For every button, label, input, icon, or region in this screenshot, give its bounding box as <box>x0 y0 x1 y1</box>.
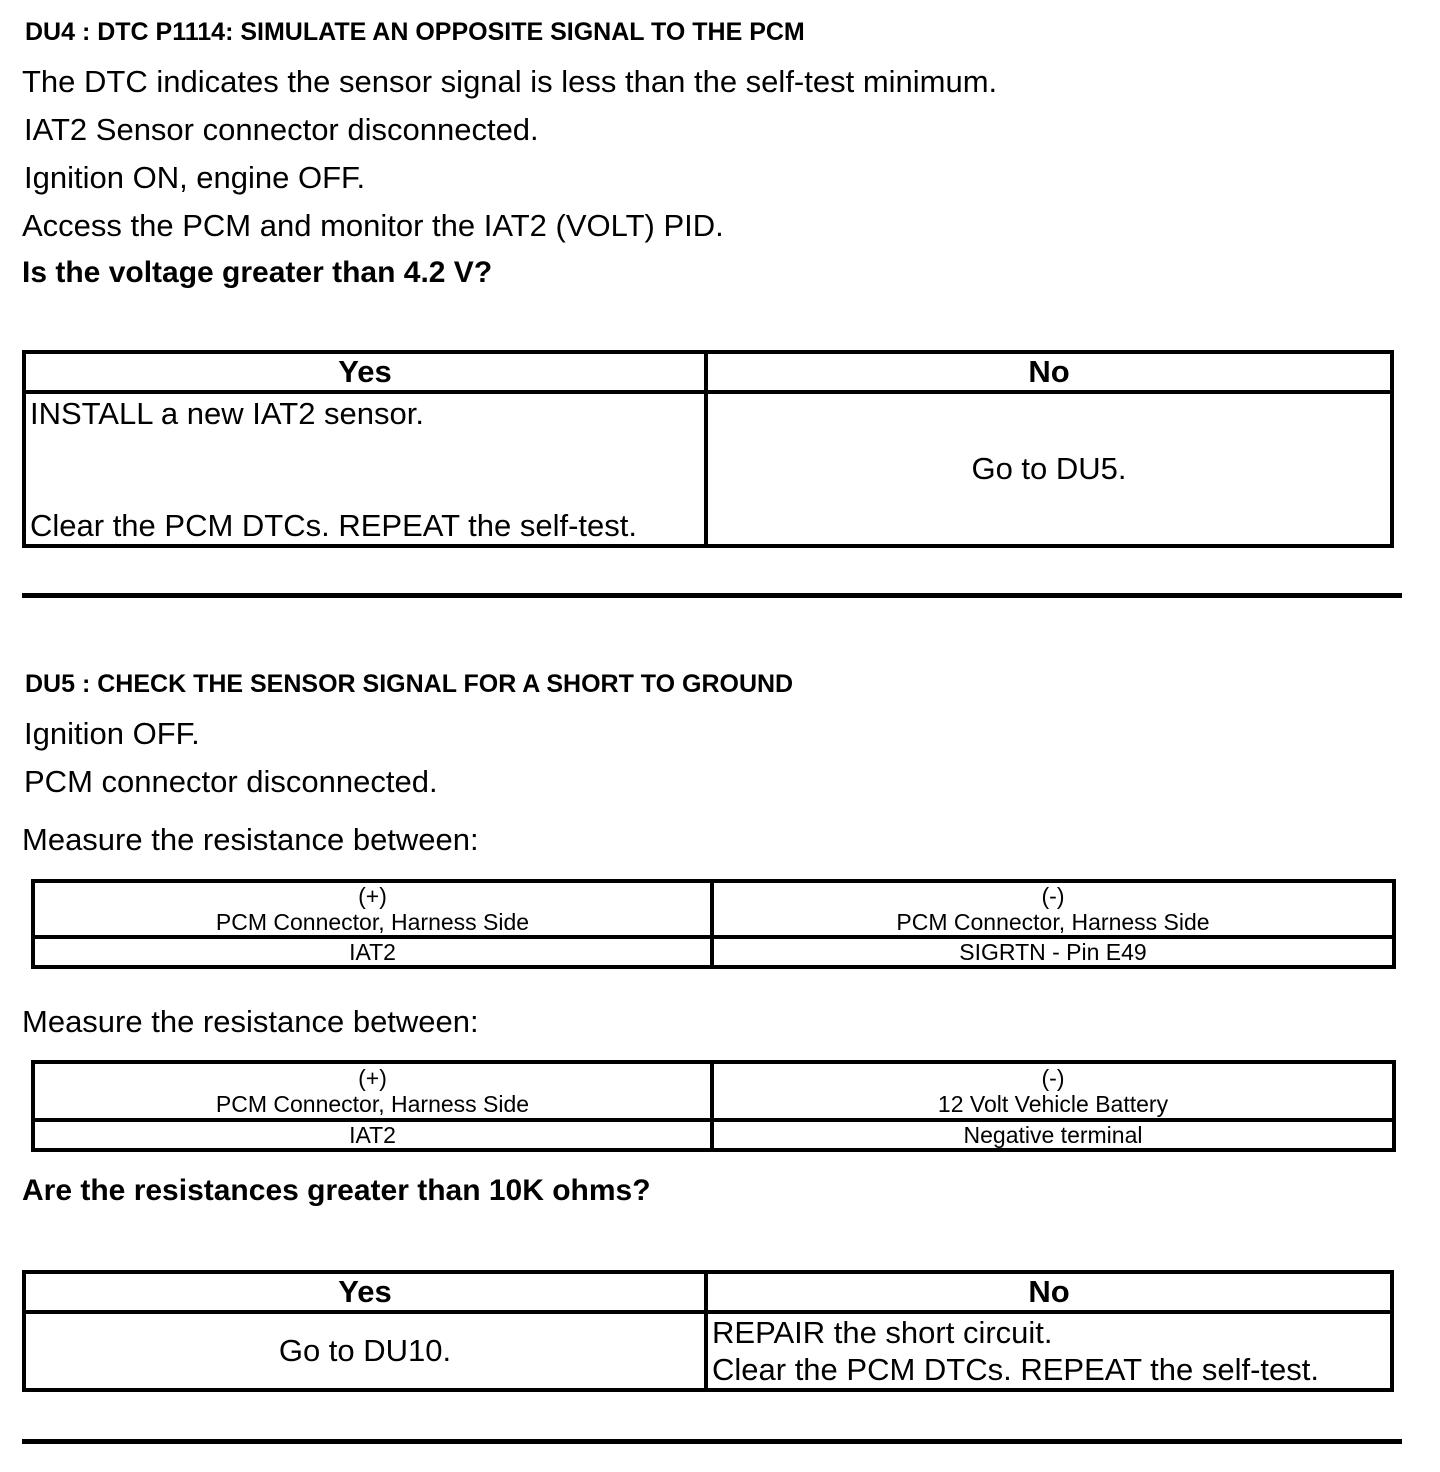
minus-header-text: 12 Volt Vehicle Battery <box>937 1091 1169 1117</box>
du4-yes-cell <box>24 392 706 546</box>
du4-line-4: Access the PCM and monitor the IAT2 (VOLT) PID. <box>22 208 724 243</box>
measure-table-2 <box>31 1060 1396 1152</box>
du5-measure-label-2: Measure the resistance between: <box>22 1004 479 1039</box>
du5-yes-header: Yes <box>24 1272 706 1312</box>
du4-line-2: IAT2 Sensor connector disconnected. <box>24 112 539 147</box>
section-divider-1 <box>22 593 1402 598</box>
du5-no-header: No <box>706 1272 1392 1312</box>
du5-line-1: Ignition OFF. <box>24 716 200 751</box>
plus-sign: (+) <box>358 883 387 909</box>
du5-heading: DU5 : CHECK THE SENSOR SIGNAL FOR A SHORT TO GROUND <box>25 670 794 698</box>
du5-question: Are the resistances greater than 10K ohms? <box>22 1174 651 1207</box>
du4-question: Is the voltage greater than 4.2 V? <box>22 256 493 289</box>
minus-header-text: PCM Connector, Harness Side <box>896 909 1210 935</box>
du4-yes-line-2: Clear the PCM DTCs. REPEAT the self-test. <box>30 508 637 543</box>
du4-line-3: Ignition ON, engine OFF. <box>24 160 366 195</box>
section-divider-2 <box>22 1439 1402 1444</box>
measure-table-1 <box>31 879 1396 969</box>
du5-no-cell <box>706 1312 1392 1390</box>
measure-table-2-plus-value: IAT2 <box>33 1120 712 1150</box>
du5-measure-label-1: Measure the resistance between: <box>22 822 479 857</box>
du4-no-cell: Go to DU5. <box>706 392 1392 546</box>
plus-header-text: PCM Connector, Harness Side <box>215 909 530 935</box>
measure-table-1-minus-header <box>712 881 1394 937</box>
du4-yes-line-1: INSTALL a new IAT2 sensor. <box>30 396 424 431</box>
du4-line-1: The DTC indicates the sensor signal is less than the self-test minimum. <box>22 64 998 99</box>
measure-table-1-plus-header <box>33 881 712 937</box>
du5-no-line-2: Clear the PCM DTCs. REPEAT the self-test. <box>712 1352 1319 1387</box>
du5-no-line-1: REPAIR the short circuit. <box>712 1315 1053 1350</box>
measure-table-2-minus-value: Negative terminal <box>712 1120 1394 1150</box>
plus-header-text: PCM Connector, Harness Side <box>215 1091 530 1117</box>
du5-decision-table <box>22 1270 1394 1392</box>
measure-table-1-minus-value: SIGRTN - Pin E49 <box>712 937 1394 967</box>
du4-decision-table <box>22 350 1394 548</box>
minus-sign: (-) <box>1041 883 1065 909</box>
minus-sign: (-) <box>1041 1065 1065 1091</box>
du4-heading: DU4 : DTC P1114: SIMULATE AN OPPOSITE SIGNAL TO THE PCM <box>25 18 805 46</box>
du4-no-header: No <box>706 352 1392 392</box>
du5-line-2: PCM connector disconnected. <box>24 764 438 799</box>
du5-yes-cell: Go to DU10. <box>24 1312 706 1390</box>
measure-table-2-plus-header <box>33 1062 712 1120</box>
measure-table-2-minus-header <box>712 1062 1394 1120</box>
du4-yes-header: Yes <box>24 352 706 392</box>
plus-sign: (+) <box>358 1065 387 1091</box>
measure-table-1-plus-value: IAT2 <box>33 937 712 967</box>
